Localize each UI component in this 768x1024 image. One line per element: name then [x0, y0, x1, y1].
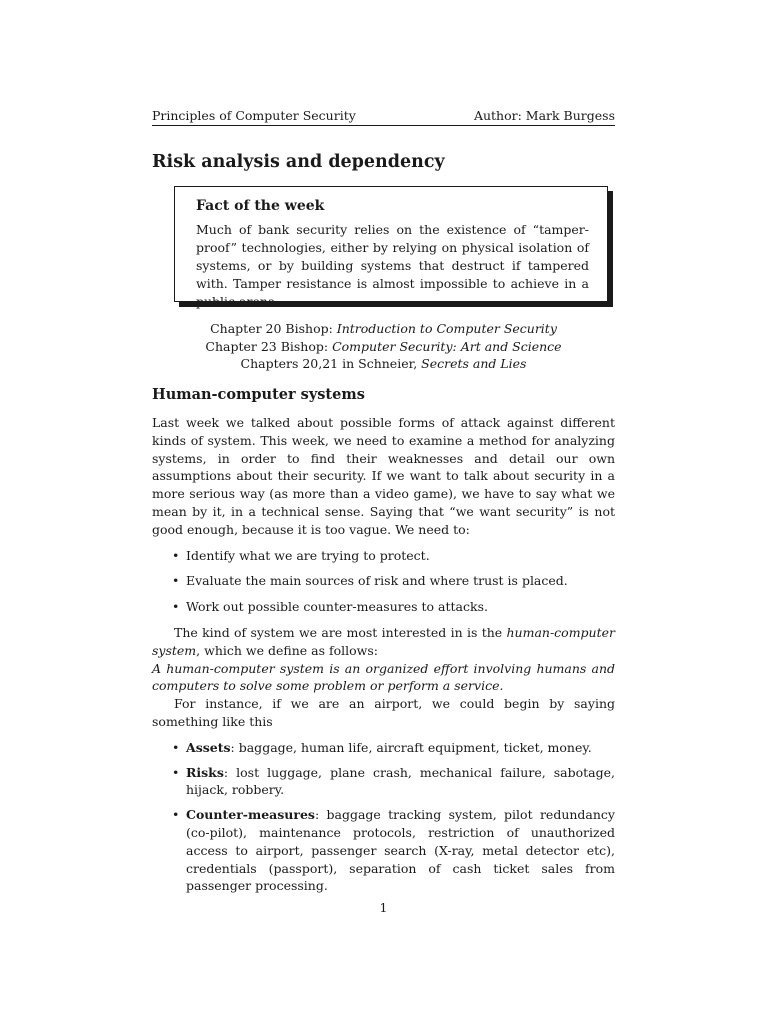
bullet-icon: •	[172, 739, 180, 755]
list-item: • Counter-measures: baggage tracking system, pilot redundancy (co-pilot), maintenance protocols, restriction of unauthorized access to airport, passenger search (X-ray, metal detector etc), credentials (passport), separation of cash ticket sales from passenger processing.	[172, 807, 615, 894]
bullet-icon: •	[172, 547, 180, 563]
reference-prefix: Chapter 20 Bishop:	[210, 321, 337, 336]
reference-book-title: Secrets and Lies	[421, 356, 527, 371]
section-body	[152, 414, 615, 902]
defined-term: human-computer system	[152, 624, 615, 658]
definition-quote: A human-computer system is an organized effort involving humans and computers to solve some problem or perform a service.	[152, 660, 615, 694]
list-item: • Work out possible counter-measures to attacks.	[172, 599, 488, 615]
item-term: Risks	[186, 764, 224, 780]
page-number: 1	[379, 900, 388, 915]
bullet-icon: •	[172, 599, 180, 615]
airport-example-list	[152, 739, 615, 895]
list-item: • Evaluate the main sources of risk and where trust is placed.	[172, 573, 568, 589]
course-title: Principles of Computer Security	[152, 108, 356, 123]
example-intro-paragraph: For instance, if we are an airport, we could begin by saying something like this	[152, 696, 615, 729]
list-item: • Identify what we are trying to protect.	[172, 547, 430, 563]
reference-book-title: Computer Security: Art and Science	[332, 338, 562, 354]
needs-list	[152, 547, 615, 616]
fact-box-text: Much of bank security relies on the existence of “tamper-proof” technologies, either by relying on physical isolation of systems, or by building systems that destruct if tampered with. Tamper resistance is almost impossible to achieve in a public arena.	[196, 222, 589, 309]
fact-of-the-week-box	[174, 186, 608, 309]
item-term: Assets	[186, 739, 231, 755]
author-name: Author: Mark Burgess	[473, 108, 615, 123]
bullet-icon: •	[172, 764, 180, 780]
running-header	[152, 108, 615, 126]
intro-paragraph: Last week we talked about possible forms of attack against different kinds of system. This week, we need to examine a method for analyzing systems, in order to find their weaknesses and detail our own assumptions about their security. If we want to talk about security in a more serious way (as more than a video game), we have to say what we mean by it, in a technical sense. Saying that “we want security” is not good enough, because it is too vague. We need to:	[152, 415, 615, 537]
bullet-icon: •	[172, 573, 180, 589]
list-item: • Risks: lost luggage, plane crash, mechanical failure, sabotage, hijack, robbery.	[172, 764, 615, 798]
page-title: Risk analysis and dependency	[152, 152, 445, 172]
reference-line	[152, 320, 615, 338]
fact-box-heading: Fact of the week	[196, 198, 325, 214]
section-heading: Human-computer systems	[152, 386, 365, 403]
item-term: Counter-measures	[186, 807, 315, 823]
reference-prefix: Chapters 20,21 in Schneier,	[240, 356, 422, 371]
reading-references	[152, 320, 615, 373]
reference-book-title: Introduction to Computer Security	[336, 321, 557, 336]
list-item: • Assets: baggage, human life, aircraft equipment, ticket, money.	[172, 739, 592, 755]
definition-intro-paragraph: The kind of system we are most interested in is the human-computer system, which we define as follows:	[152, 624, 615, 658]
reference-line	[152, 338, 615, 356]
reference-prefix: Chapter 23 Bishop:	[205, 338, 333, 354]
reference-line	[152, 355, 615, 373]
bullet-icon: •	[172, 807, 180, 823]
